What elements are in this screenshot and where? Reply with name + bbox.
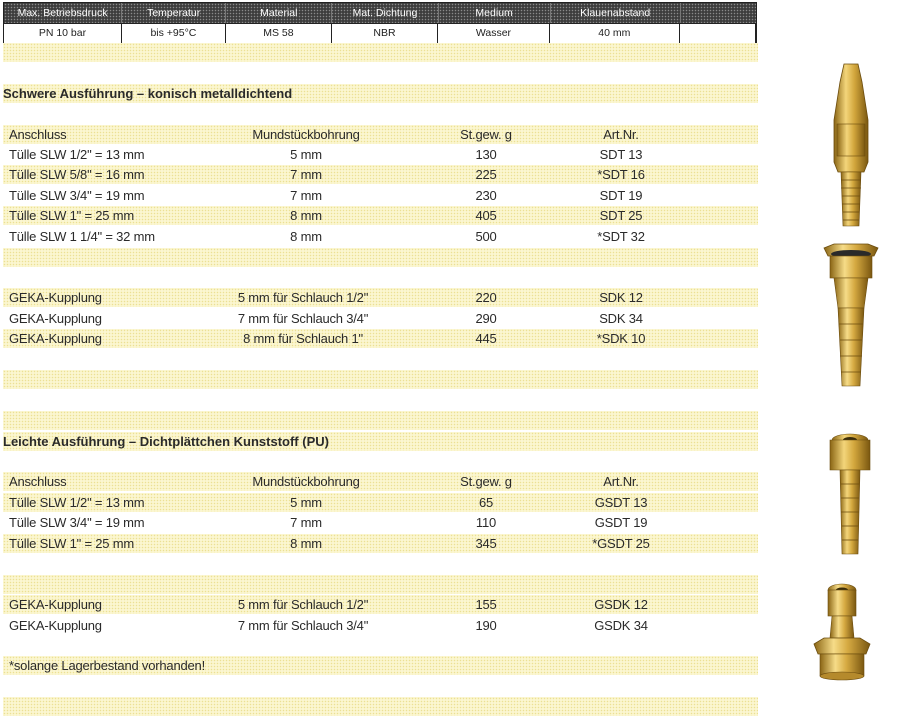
spec-value-cell: PN 10 bar	[4, 24, 122, 43]
cell-gewicht: 500	[475, 229, 497, 244]
cell-artnr: *SDK 10	[596, 331, 646, 346]
table-row	[3, 493, 758, 512]
cell-bohrung: 8 mm	[290, 536, 322, 551]
spec-header-cell: Mat. Dichtung	[332, 3, 438, 23]
cell-gewicht: 230	[475, 188, 497, 203]
stripe-row	[3, 697, 758, 716]
geka-kupplung-sdk-image	[820, 240, 882, 388]
cell-artnr: SDT 13	[599, 147, 643, 162]
footnote: *solange Lagerbestand vorhanden!	[9, 658, 205, 673]
cell-gewicht: 110	[475, 515, 497, 530]
cell-geka: GEKA-Kupplung	[9, 290, 102, 305]
cell-gewicht: 220	[475, 290, 497, 305]
spec-value-cell	[680, 24, 756, 43]
spec-header-cell	[681, 3, 756, 23]
table-row	[3, 288, 758, 307]
cell-artnr: GSDK 12	[594, 597, 648, 612]
cell-gewicht: 130	[475, 147, 497, 162]
cell-bohrung: 8 mm	[290, 229, 322, 244]
cell-artnr: GSDK 34	[594, 618, 648, 633]
cell-bohrung: 5 mm für Schlauch 1/2"	[237, 597, 369, 612]
spec-value-cell: bis +95°C	[122, 24, 226, 43]
cell-bohrung: 5 mm für Schlauch 1/2"	[237, 290, 369, 305]
table-row	[3, 165, 758, 184]
cell-bohrung: 5 mm	[290, 147, 322, 162]
spec-table-header	[3, 2, 757, 24]
section-title: Schwere Ausführung – konisch metalldichtend	[3, 86, 293, 101]
cell-artnr: GSDT 13	[594, 495, 648, 510]
cell-bohrung: 5 mm	[290, 495, 322, 510]
spec-value-cell: 40 mm	[550, 24, 680, 43]
table-row	[3, 329, 758, 348]
stripe-row	[3, 411, 758, 430]
cell-artnr: *GSDT 25	[592, 536, 650, 551]
cell-anschluss: Tülle SLW 3/4" = 19 mm	[9, 188, 145, 203]
cell-anschluss: Tülle SLW 1 1/4" = 32 mm	[9, 229, 155, 244]
cell-bohrung: 8 mm	[290, 208, 322, 223]
col-header-gewicht: St.gew. g	[460, 474, 512, 489]
cell-anschluss: Tülle SLW 1" = 25 mm	[9, 536, 134, 551]
table-row	[3, 616, 758, 635]
table-header-row	[3, 472, 758, 491]
table-row	[3, 309, 758, 328]
cell-geka: GEKA-Kupplung	[9, 618, 102, 633]
stripe-row	[3, 43, 758, 62]
cell-geka: GEKA-Kupplung	[9, 311, 102, 326]
tuelle-gsdt-image	[824, 432, 876, 556]
stripe-row	[3, 248, 758, 267]
cell-gewicht: 225	[475, 167, 497, 182]
spec-header-cell: Material	[226, 3, 332, 23]
table-row	[3, 145, 758, 164]
table-row	[3, 534, 758, 553]
cell-bohrung: 7 mm	[290, 188, 322, 203]
spec-header-cell: Klauenabstand	[551, 3, 681, 23]
cell-gewicht: 405	[475, 208, 497, 223]
stripe-row	[3, 575, 758, 594]
col-header-bohrung: Mundstückbohrung	[252, 474, 360, 489]
col-header-artnr: Art.Nr.	[603, 127, 639, 142]
footnote-row	[3, 656, 758, 675]
section-title-row	[3, 432, 758, 451]
table-header-row	[3, 125, 758, 144]
cell-gewicht: 155	[475, 597, 497, 612]
col-header-bohrung: Mundstückbohrung	[252, 127, 360, 142]
col-header-anschluss: Anschluss	[9, 127, 67, 142]
cell-anschluss: Tülle SLW 1/2" = 13 mm	[9, 147, 145, 162]
cell-geka: GEKA-Kupplung	[9, 597, 102, 612]
cell-gewicht: 65	[478, 495, 494, 510]
section-title-row	[3, 84, 758, 103]
spec-table-values	[3, 24, 757, 44]
cell-artnr: SDK 34	[599, 311, 643, 326]
col-header-artnr: Art.Nr.	[603, 474, 639, 489]
cell-bohrung: 7 mm für Schlauch 3/4"	[237, 618, 369, 633]
spec-header-cell: Medium	[439, 3, 551, 23]
table-row	[3, 227, 758, 246]
spec-value-cell: MS 58	[226, 24, 332, 43]
cell-artnr: SDT 19	[599, 188, 643, 203]
cell-bohrung: 7 mm	[290, 515, 322, 530]
cell-bohrung: 7 mm für Schlauch 3/4"	[237, 311, 369, 326]
cell-gewicht: 190	[475, 618, 497, 633]
cell-anschluss: Tülle SLW 3/4" = 19 mm	[9, 515, 145, 530]
tuelle-sdt-image	[828, 62, 874, 228]
cell-artnr: *SDT 32	[597, 229, 645, 244]
spec-header-cell: Temperatur	[122, 3, 226, 23]
cell-anschluss: Tülle SLW 1/2" = 13 mm	[9, 495, 145, 510]
spec-header-cell: Max. Betriebsdruck	[4, 3, 122, 23]
cell-gewicht: 345	[475, 536, 497, 551]
cell-artnr: SDK 12	[599, 290, 643, 305]
cell-artnr: SDT 25	[599, 208, 643, 223]
col-header-anschluss: Anschluss	[9, 474, 67, 489]
cell-gewicht: 290	[475, 311, 497, 326]
cell-artnr: GSDT 19	[594, 515, 648, 530]
spec-table	[3, 2, 757, 44]
table-row	[3, 206, 758, 225]
cell-gewicht: 445	[475, 331, 497, 346]
cell-bohrung: 7 mm	[290, 167, 322, 182]
table-row	[3, 595, 758, 614]
cell-artnr: *SDT 16	[597, 167, 645, 182]
cell-anschluss: Tülle SLW 5/8" = 16 mm	[9, 167, 145, 182]
stripe-row	[3, 370, 758, 389]
spec-value-cell: Wasser	[438, 24, 550, 43]
cell-geka: GEKA-Kupplung	[9, 331, 102, 346]
section-title: Leichte Ausführung – Dichtplättchen Kunststoff (PU)	[3, 434, 329, 449]
cell-anschluss: Tülle SLW 1" = 25 mm	[9, 208, 134, 223]
spec-value-cell: NBR	[332, 24, 438, 43]
table-row	[3, 513, 758, 532]
geka-kupplung-gsdk-image	[810, 580, 874, 682]
col-header-gewicht: St.gew. g	[460, 127, 512, 142]
table-row	[3, 186, 758, 205]
cell-bohrung: 8 mm für Schlauch 1"	[243, 331, 363, 346]
